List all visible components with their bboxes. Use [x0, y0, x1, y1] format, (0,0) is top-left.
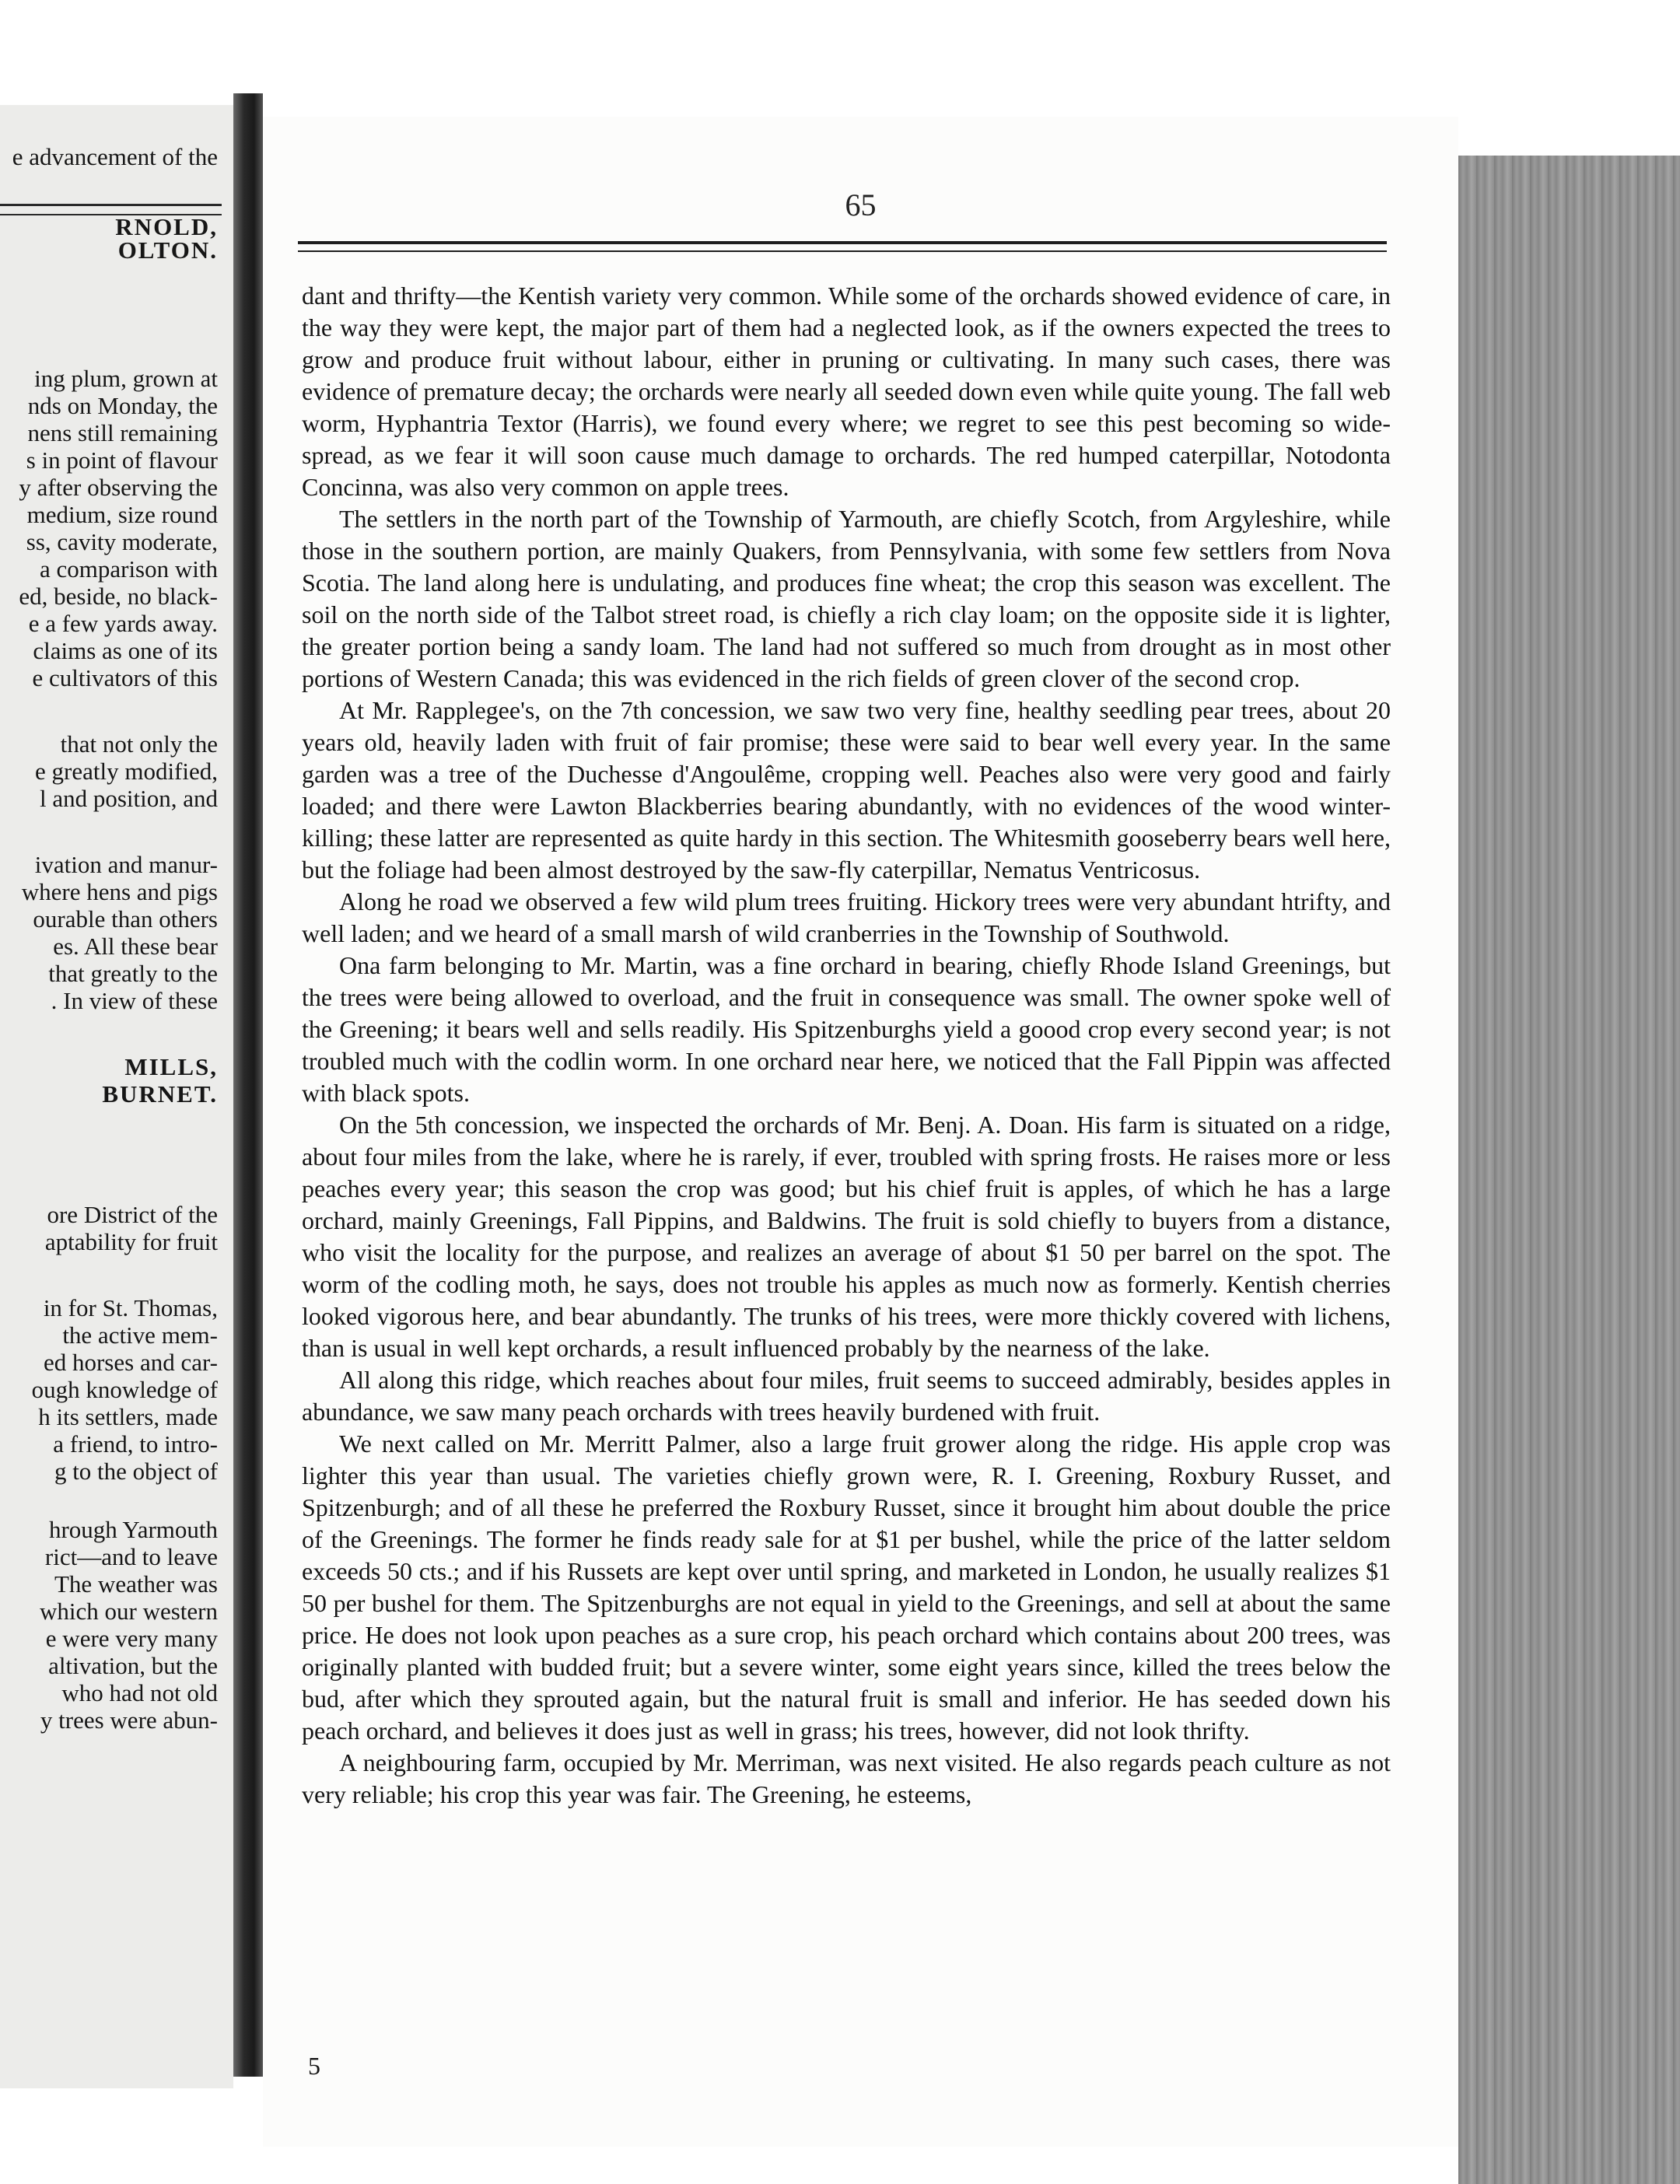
- body-paragraph: Ona farm belonging to Mr. Martin, was a fine orchard in bearing, chiefly Rhode Island Greenings, but the trees were being allowed to overload, and the fruit in consequence was small. The owner spoke well of the Greening; it bears well and sells readily. His Spitzenburghs yield a goood crop every second year; is not troubled much with the codlin worm. In one orchard near here, we noticed that the Fall Pippin was affected with black spots.: [302, 951, 1391, 1107]
- left-page-line: nens still remaining: [27, 419, 218, 446]
- left-page-line: OLTON.: [117, 236, 218, 264]
- left-page-line: The weather was: [54, 1570, 218, 1598]
- left-page-line: a comparison with: [39, 555, 218, 583]
- left-page-line: altivation, but the: [48, 1652, 218, 1679]
- left-page-line: . In view of these: [51, 987, 218, 1014]
- body-text: [302, 280, 1391, 1811]
- left-page-line: g to the object of: [54, 1458, 218, 1485]
- left-page-line: claims as one of its: [33, 637, 218, 664]
- left-page-line: ough knowledge of: [31, 1376, 218, 1403]
- left-page-line: h its settlers, made: [38, 1403, 218, 1430]
- left-page-line: which our western: [40, 1598, 218, 1625]
- body-paragraph: We next called on Mr. Merritt Palmer, also a large fruit grower along the ridge. His apple crop was lighter this year than usual. The varieties chiefly grown were, R. I. Greening, Roxbury Russet, and Spitzenburgh; and of all these he preferred the Roxbury Russet, since it brought him about double the price of the Greenings. The former he finds ready sale for at $1 per bushel, while the price of the latter seldom exceeds 50 cts.; and if his Russets are kept over until spring, and marketed in London, he usually realizes $1 50 per bushel for them. The Spitzenburghs are not equal in yield to the Greenings, and sell at about the same price. He does not look upon peaches as a sure crop, his peach orchard which contains about 200 trees, was originally planted with budded fruit; but a severe winter, some eight years since, killed the trees below the bud, after which they sprouted again, but the natural fruit is small and inferior. He has seeded down his peach orchard, and believes it does just as well in grass; his trees, however, did not look thrifty.: [302, 1430, 1391, 1745]
- left-page-line: e were very many: [45, 1625, 218, 1652]
- page-number: 65: [845, 187, 877, 222]
- left-page-line: medium, size round: [26, 501, 218, 528]
- left-page-line: a friend, to intro-: [53, 1430, 218, 1458]
- left-page-line: ore District of the: [47, 1201, 218, 1228]
- body-paragraph: dant and thrifty—the Kentish variety very common. While some of the orchards showed evidence of care, in the way they were kept, the major part of them had a neglected look, as if the owners expected the trees to grow and produce fruit without labour, either in pruning or cultivating. In many such cases, there was evidence of premature decay; the orchards were nearly all seeded down even while quite young. The fall web worm, Hyphantria Textor (Harris), we found every where; we regret to see this pest becoming so wide-spread, as we fear it will soon cause much damage to orchards. The red humped caterpillar, Notodonta Concinna, was also very common on apple trees.: [302, 282, 1391, 501]
- body-paragraph: The settlers in the north part of the Township of Yarmouth, are chiefly Scotch, from Argyleshire, while those in the southern portion, are mainly Quakers, from Pennsylvania, with some few settlers from Nova Scotia. The land along here is undulating, and produces fine wheat; the crop this season was excellent. The soil on the north side of the Talbot street road, is chiefly a rich clay loam; on the opposite side it is lighter, the greater portion being a sandy loam. The land had not suffered so much from drought as in most other portions of Western Canada; this was evidenced in the rich fields of green clover of the second crop.: [302, 505, 1391, 692]
- left-page-line: in for St. Thomas,: [43, 1294, 218, 1321]
- left-page-line: y after observing the: [19, 474, 218, 501]
- body-paragraph: All along this ridge, which reaches about four miles, fruit seems to succeed admirably, besides apples in abundance, we saw many peach orchards with trees heavily burdened with fruit.: [302, 1366, 1391, 1426]
- left-page-line: e greatly modified,: [35, 758, 218, 785]
- left-page-line: the active mem-: [62, 1321, 218, 1349]
- left-page-line: ed, beside, no black-: [19, 583, 218, 610]
- left-page-line: y trees were abun-: [40, 1706, 218, 1734]
- left-page-line: es. All these bear: [53, 933, 218, 960]
- left-page-line: ed horses and car-: [43, 1349, 218, 1376]
- left-page-line: e advancement of the: [12, 143, 218, 170]
- left-page-line: who had not old: [61, 1679, 218, 1706]
- page-block-edge: [1458, 156, 1680, 2184]
- signature-mark: 5: [308, 2052, 320, 2080]
- left-page-line: e cultivators of this: [32, 664, 218, 691]
- left-page-line: ss, cavity moderate,: [26, 528, 218, 555]
- left-page-line: e a few yards away.: [28, 610, 218, 637]
- body-paragraph: A neighbouring farm, occupied by Mr. Merriman, was next visited. He also regards peach culture as not very reliable; his crop this year was fair. The Greening, he esteems,: [302, 1748, 1391, 1808]
- body-paragraph: Along he road we observed a few wild plum trees fruiting. Hickory trees were very abundant htrifty, and well laden; and we heard of a small marsh of wild cranberries in the Township of Southwold.: [302, 887, 1391, 947]
- left-page-line: nds on Monday, the: [27, 392, 218, 419]
- left-page-line: ourable than others: [33, 905, 218, 933]
- left-page-line: s in point of flavour: [26, 446, 218, 474]
- left-page-line: that greatly to the: [48, 960, 218, 987]
- left-page-line: where hens and pigs: [21, 878, 218, 905]
- left-page-rule: [0, 204, 222, 206]
- left-page-line: MILLS,: [124, 1053, 218, 1080]
- left-page-line: hrough Yarmouth: [48, 1516, 218, 1543]
- left-page-line: ivation and manur-: [34, 851, 218, 878]
- left-page-line: RNOLD,: [115, 213, 218, 240]
- left-facing-page: [0, 105, 233, 2088]
- left-page-line: rict—and to leave: [44, 1543, 218, 1570]
- book-binding: [233, 93, 263, 2077]
- left-page-line: ing plum, grown at: [34, 365, 218, 392]
- right-page: [263, 117, 1458, 2147]
- left-page-line: that not only the: [60, 730, 218, 758]
- left-page-line: l and position, and: [39, 785, 218, 812]
- left-page-line: aptability for fruit: [44, 1228, 218, 1255]
- body-paragraph: On the 5th concession, we inspected the orchards of Mr. Benj. A. Doan. His farm is situated on a ridge, about four miles from the lake, where he is rarely, if ever, troubled with spring frosts. He raises more or less peaches every year; this season the crop was good; but his chief fruit is apples, of which he has a large orchard, mainly Greenings, Fall Pippins, and Baldwins. The fruit is sold chiefly to buyers from a distance, who visit the locality for the purpose, and realizes an average of about $1 50 per barrel on the spot. The worm of the codling moth, he says, does not trouble his apples as much now as formerly. Kentish cherries looked vigorous here, and bear abundantly. The trunks of his trees, were more thickly covered with lichens, than is usual in well kept orchards, a result influenced probably by the nearness of the lake.: [302, 1111, 1391, 1362]
- body-paragraph: At Mr. Rapplegee's, on the 7th concession, we saw two very fine, healthy seedling pear trees, about 20 years old, heavily laden with fruit of fair promise; these were said to bear well every year. In the same garden was a tree of the Duchesse d'Angoulême, cropping well. Peaches also were very good and fairly loaded; and there were Lawton Blackberries bearing abundantly, with no evidences of the wood winter-killing; these latter are represented as quite hardy in this section. The Whitesmith gooseberry bears well here, but the foliage had been almost destroyed by the saw-fly caterpillar, Nematus Ventricosus.: [302, 696, 1391, 884]
- header-rule: [298, 250, 1387, 252]
- header-rule: [298, 241, 1387, 244]
- left-page-line: BURNET.: [102, 1080, 218, 1108]
